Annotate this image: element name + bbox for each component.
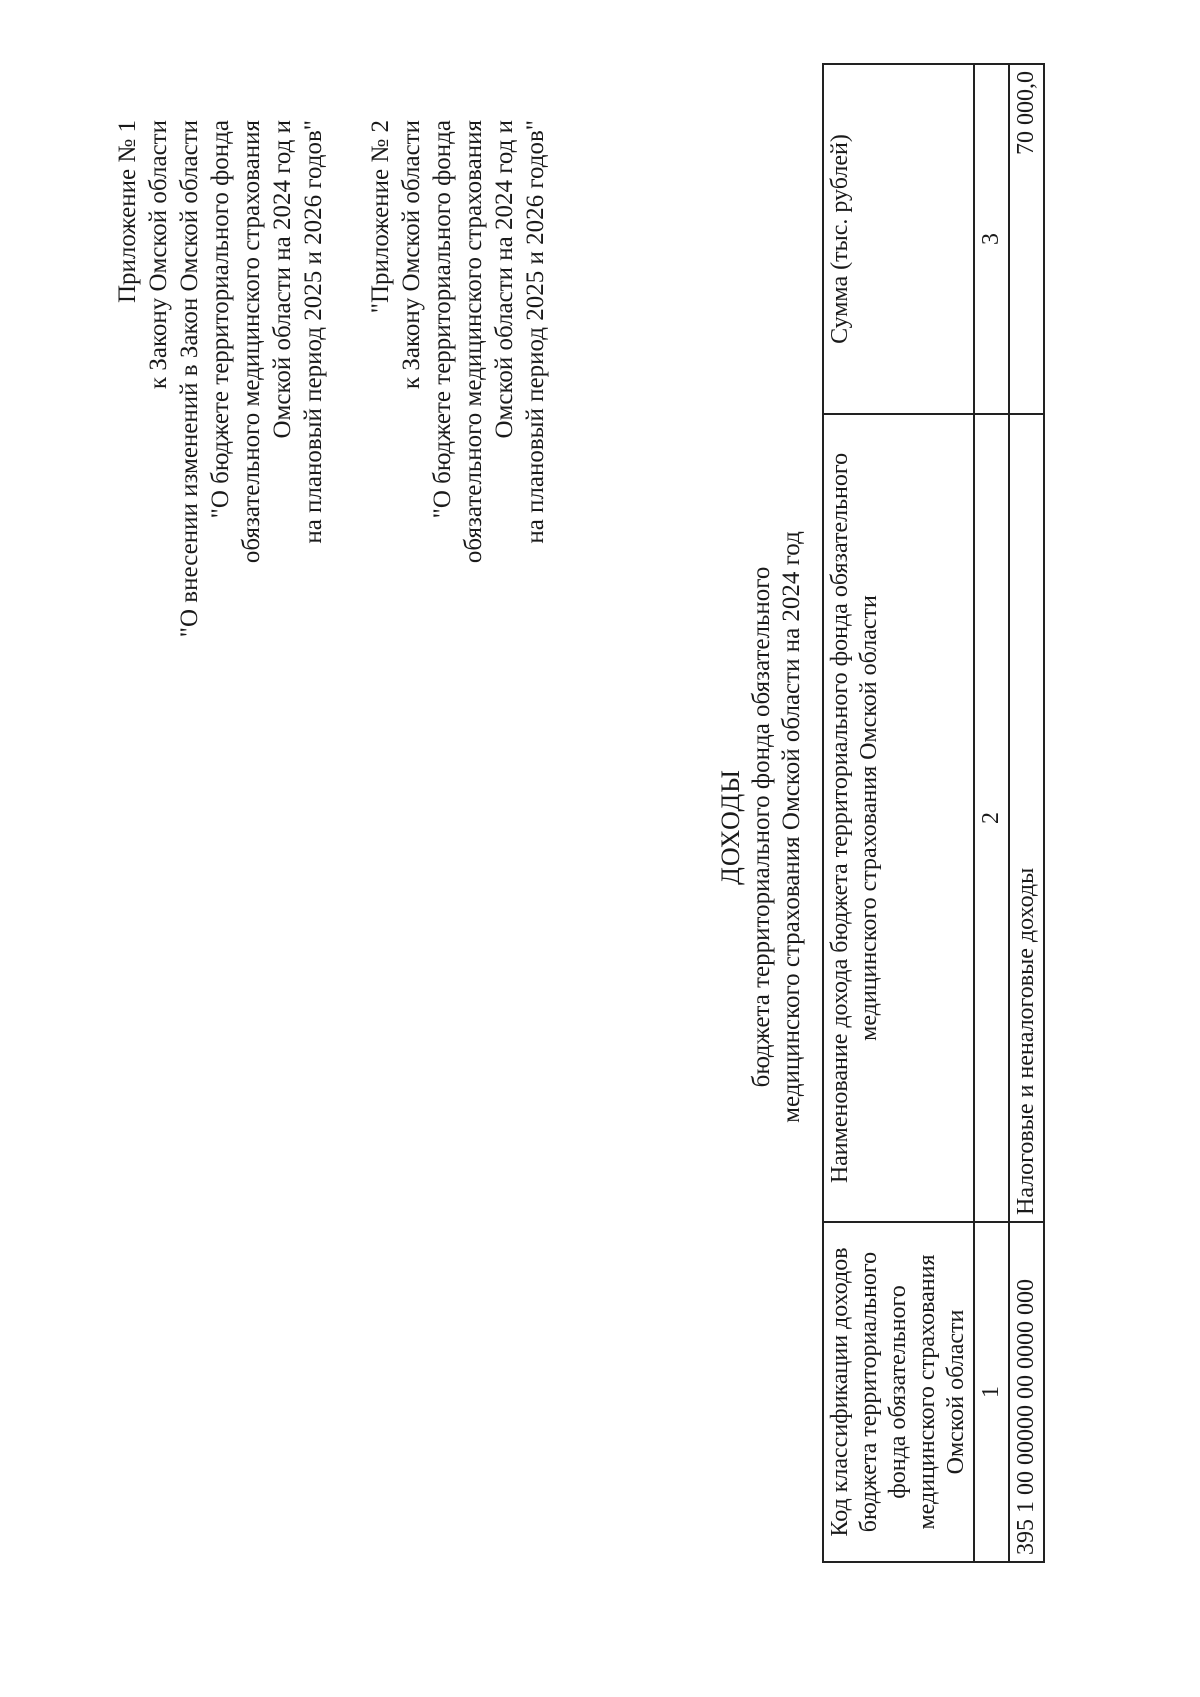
annex-1-line: "О внесении изменений в Закон Омской области — [176, 120, 203, 638]
column-number: 2 — [974, 414, 1009, 1222]
annex-2-line: "О бюджете территориального фонда — [429, 120, 456, 519]
annex-1-line: "О бюджете территориального фонда — [207, 120, 234, 519]
annex-1-line: на плановый период 2025 и 2026 годов" — [300, 120, 327, 544]
annex-1-line: обязательного медицинского страхования — [238, 120, 265, 564]
column-number: 3 — [974, 64, 1009, 414]
income-table — [822, 63, 1045, 1563]
annex-2-line: "Приложение № 2 — [367, 120, 394, 314]
annex-2-line: к Закону Омской области — [398, 120, 425, 390]
title-subline: медицинского страхования Омской области на 2024 год — [778, 531, 805, 1123]
header-code: Код классификации доходов бюджета территориального фонда обязательного медицинского страхования Омской области — [823, 1222, 974, 1562]
annex-1-line: Омской области на 2024 год и — [269, 120, 296, 439]
column-number: 1 — [974, 1222, 1009, 1562]
annex-2-line: обязательного медицинского страхования — [460, 120, 487, 564]
title-heading: ДОХОДЫ — [716, 769, 745, 885]
annex-1-line: Приложение № 1 — [114, 120, 141, 304]
header-name: Наименование дохода бюджета территориального фонда обязательного медицинского страхования Омской области — [823, 414, 974, 1222]
title-subline: бюджета территориального фонда обязательного — [748, 566, 775, 1088]
column-number-row — [974, 64, 1009, 1562]
table-header-row — [823, 64, 974, 1562]
annex-1-line: к Закону Омской области — [145, 120, 172, 390]
annex-1-header — [112, 120, 329, 637]
annex-2-line: на плановый период 2025 и 2026 годов" — [522, 120, 549, 544]
table-row — [1009, 64, 1044, 1562]
income-code: 395 1 00 00000 00 0000 000 — [1009, 1222, 1044, 1562]
annex-2-header — [365, 120, 551, 563]
document-title — [715, 327, 807, 1327]
annex-2-line: Омской области на 2024 год и — [491, 120, 518, 439]
income-name: Налоговые и неналоговые доходы — [1009, 414, 1044, 1222]
header-amount: Сумма (тыс. рублей) — [823, 64, 974, 414]
income-amount: 70 000,0 — [1009, 64, 1044, 414]
